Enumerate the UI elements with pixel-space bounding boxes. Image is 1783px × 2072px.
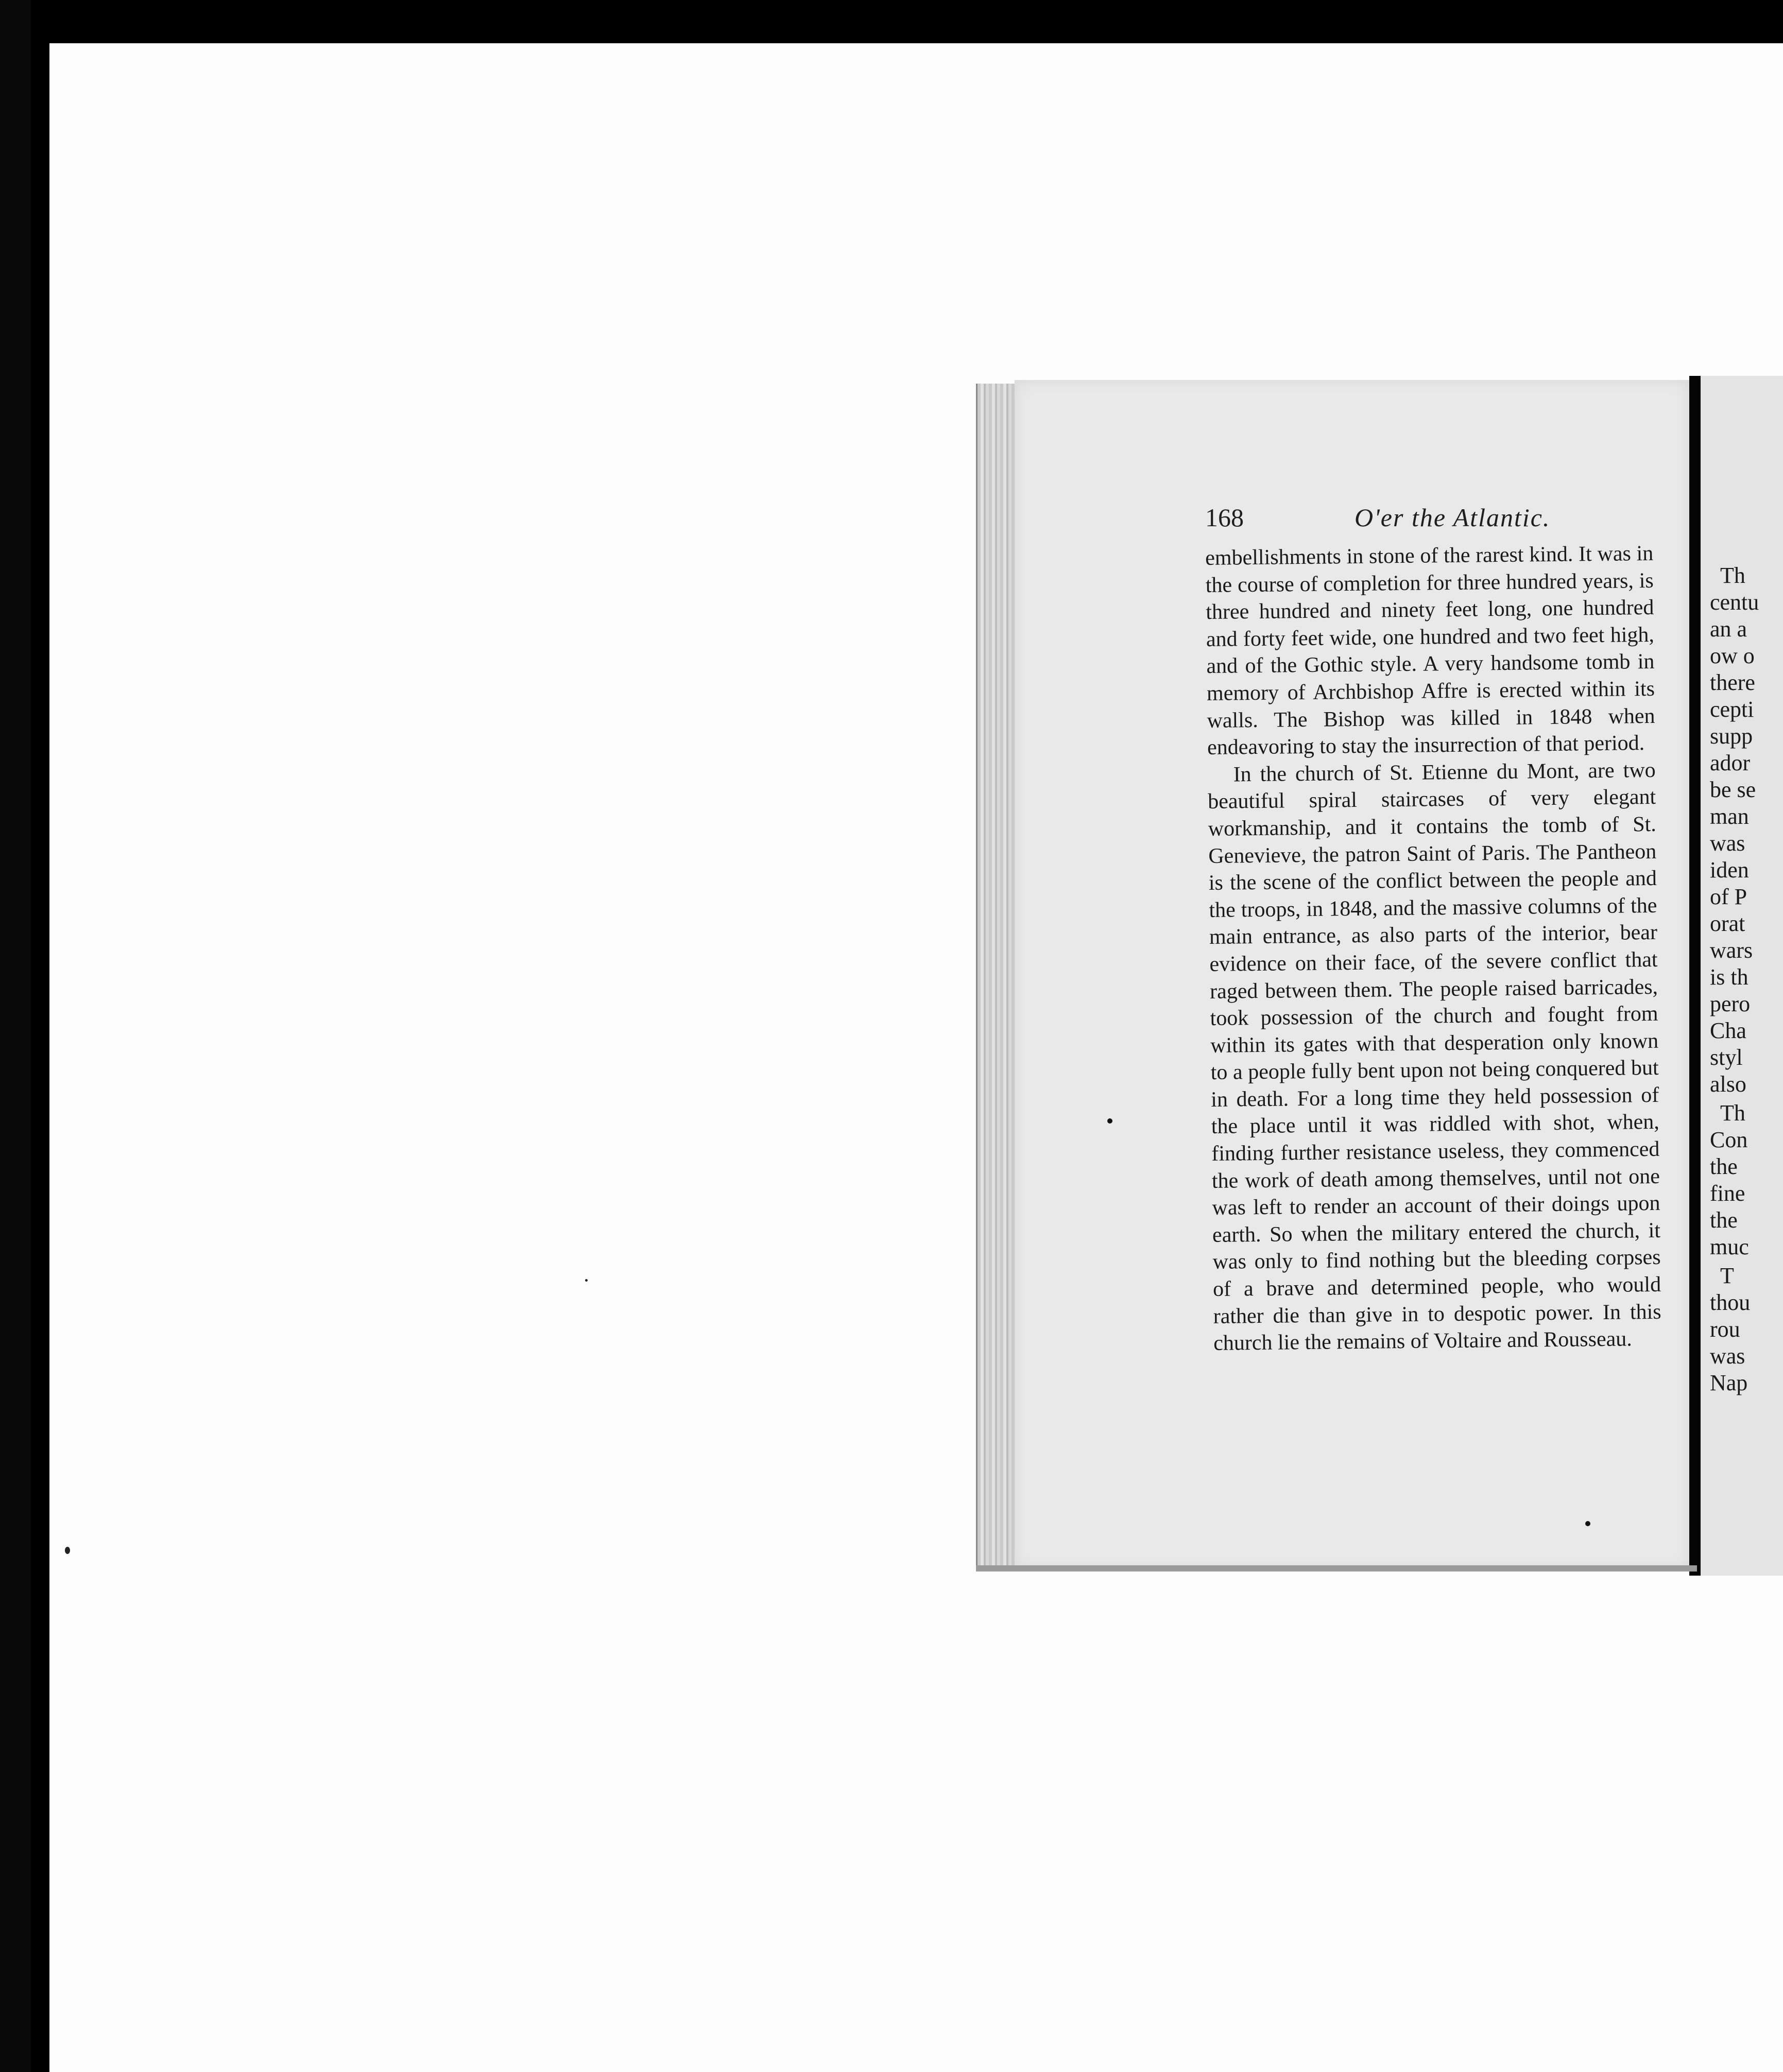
facing-page-line: rou bbox=[1710, 1317, 1740, 1342]
facing-page-line: man bbox=[1710, 804, 1749, 829]
facing-page-line: there bbox=[1710, 670, 1755, 695]
facing-page-line: pero bbox=[1710, 991, 1751, 1016]
facing-page-line: of P bbox=[1710, 884, 1747, 909]
facing-page-line: cepti bbox=[1710, 697, 1754, 722]
facing-page-line: iden bbox=[1710, 857, 1749, 883]
ink-spot bbox=[1585, 1521, 1590, 1526]
facing-page-line: an a bbox=[1710, 616, 1747, 642]
facing-page-line: Cha bbox=[1710, 1018, 1746, 1043]
paragraph: embellishments in stone of the rarest kind. It was in the course of completion for three hundred years, is three hundred and ninety feet long, one hundred and forty feet wide, one hundred and two feet high, and of the Gothic style. A very handsome tomb in memory of Archbishop Affre is erected within its walls. The Bishop was killed in 1848 when endeavoring to stay the insurrection of that period. bbox=[1205, 541, 1655, 760]
facing-page-line: fine bbox=[1710, 1181, 1745, 1206]
facing-page-line: wars bbox=[1710, 938, 1753, 963]
facing-page-line: ador bbox=[1710, 750, 1751, 775]
scan-border-left bbox=[0, 0, 31, 2072]
facing-page-line: the bbox=[1710, 1154, 1738, 1179]
paragraph: In the church of St. Etienne du Mont, are two beautiful spiral staircases of very elegant workmanship, and it contains the tomb of St. Genevieve, the patron Saint of Paris. The Pantheon is the scene of the conflict between the people and the troops, in 1848, and the massive columns of the main entrance, as also parts of the interior, bear evidence on their face, of the severe conflict that raged between them. The people raised barricades, took possession of the church and fought from within its gates with that desperation only known to a people fully bent upon not being conquered but in death. For a long time they held possession of the place until it was riddled with shot, when, finding further resistance useless, they commenced the work of death among themselves, until not one was left to render an account of their doings upon earth. So when the military entered the church, it was only to find nothing but the bleeding corpses of a brave and determined people, who would rather die than give in to despotic power. In this church lie the remains of Voltaire and Rousseau. bbox=[1207, 758, 1661, 1356]
facing-page-line: centu bbox=[1710, 590, 1759, 615]
facing-page-line: also bbox=[1710, 1072, 1746, 1097]
facing-page-line: Th bbox=[1720, 563, 1745, 588]
page-header bbox=[1205, 503, 1720, 539]
facing-page-line: the bbox=[1710, 1207, 1738, 1233]
facing-page-line: supp bbox=[1710, 723, 1753, 749]
facing-page-line: styl bbox=[1710, 1045, 1743, 1070]
facing-page bbox=[1701, 376, 1783, 1576]
left-page bbox=[1015, 380, 1689, 1569]
facing-page-line: Con bbox=[1710, 1127, 1748, 1152]
book-gutter bbox=[1689, 376, 1701, 1576]
facing-page-line: be se bbox=[1710, 777, 1756, 802]
ink-spot bbox=[1107, 1118, 1112, 1124]
page-bottom-edge bbox=[976, 1565, 1697, 1572]
facing-page-line: Th bbox=[1720, 1100, 1745, 1126]
open-book bbox=[968, 360, 1783, 1586]
facing-page-line: T bbox=[1720, 1263, 1734, 1288]
facing-page-line: is th bbox=[1710, 964, 1748, 990]
running-head: O'er the Atlantic. bbox=[1355, 503, 1551, 532]
facing-page-line: muc bbox=[1710, 1234, 1749, 1259]
facing-page-line: Nap bbox=[1710, 1370, 1748, 1395]
page-number: 168 bbox=[1205, 503, 1244, 532]
dust-speck bbox=[65, 1547, 70, 1554]
dust-speck bbox=[585, 1279, 588, 1282]
facing-page-line: orat bbox=[1710, 911, 1745, 936]
facing-page-line: ow o bbox=[1710, 643, 1755, 668]
facing-page-line: was bbox=[1710, 1343, 1745, 1369]
facing-page-line: thou bbox=[1710, 1290, 1751, 1315]
body-text bbox=[1205, 540, 1661, 1357]
facing-page-line: was bbox=[1710, 831, 1745, 856]
